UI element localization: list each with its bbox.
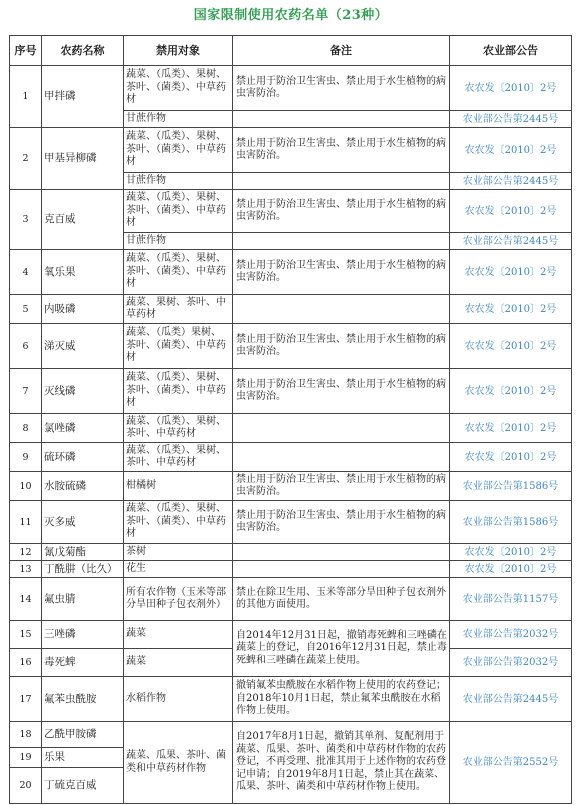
banned-target: 水稻作物 bbox=[124, 677, 233, 722]
table-row bbox=[10, 621, 572, 649]
row-number: 6 bbox=[10, 324, 42, 369]
remark: 撤销氟苯虫酰胺在水稻作物上使用的农药登记；自2018年10月1日起，禁止氟苯虫酰胺在水稻作物上使用。 bbox=[233, 677, 450, 722]
pesticide-name: 水胺硫磷 bbox=[42, 472, 124, 501]
remark: 禁止用于防治卫生害虫、禁止用于水生植物的病虫害防治。 bbox=[233, 369, 450, 414]
row-number: 14 bbox=[10, 578, 42, 621]
announcement-link[interactable]: 农业部公告第2552号 bbox=[450, 722, 572, 804]
pesticide-name: 氧乐果 bbox=[42, 250, 124, 295]
remark: 禁止在除卫生用、玉米等部分旱田种子包衣剂外的其他方面使用。 bbox=[233, 578, 450, 621]
table-row bbox=[10, 295, 572, 324]
table-row bbox=[10, 578, 572, 621]
row-number: 18 bbox=[10, 722, 42, 748]
pesticide-name: 克百威 bbox=[42, 190, 124, 250]
remark: 自2017年8月1日起，撤销其单剂、复配剂用于蔬菜、瓜果、茶叶、菌类和中草药材作物的农药登记，不再受理、批准其用于上述作物的农药登记申请；自2019年8月1日起，禁止其在蔬菜、瓜果、茶叶、菌类和中草药材作物上使用。 bbox=[233, 722, 450, 804]
banned-target: 蔬菜、（瓜类）、果树、茶叶、（菌类）、中草药材 bbox=[124, 501, 233, 544]
table-row bbox=[10, 544, 572, 561]
announcement-link[interactable]: 农农发〔2010〕2号 bbox=[450, 369, 572, 414]
row-number: 12 bbox=[10, 544, 42, 561]
banned-target: 蔬菜、（瓜类）、果树、茶叶、（菌类）、中草药材 bbox=[124, 66, 233, 111]
remark: 自2014年12月31日起，撤销毒死蜱和三唑磷在蔬菜上的登记，自2016年12月31日起，禁止毒死蜱和三唑磷在蔬菜上使用。 bbox=[233, 621, 450, 677]
announcement-link[interactable]: 农农发〔2010〕2号 bbox=[450, 66, 572, 111]
table-body bbox=[10, 66, 572, 804]
announcement-link[interactable]: 农业部公告第2445号 bbox=[450, 233, 572, 250]
header-name: 农药名称 bbox=[42, 36, 124, 66]
table-row bbox=[10, 369, 572, 414]
header-no: 序号 bbox=[10, 36, 42, 66]
pesticide-name: 乐果 bbox=[42, 748, 124, 768]
announcement-link[interactable]: 农业部公告第1586号 bbox=[450, 501, 572, 544]
table-row bbox=[10, 66, 572, 111]
banned-target: 甘蔗作物 bbox=[124, 233, 233, 250]
row-number: 17 bbox=[10, 677, 42, 722]
table-header-row bbox=[10, 36, 572, 66]
banned-target: 蔬菜 bbox=[124, 649, 233, 677]
announcement-link[interactable]: 农业部公告第2032号 bbox=[450, 649, 572, 677]
banned-target: 蔬菜 bbox=[124, 621, 233, 649]
table-row bbox=[10, 472, 572, 501]
header-target: 禁用对象 bbox=[124, 36, 233, 66]
announcement-link[interactable]: 农农发〔2010〕2号 bbox=[450, 443, 572, 472]
row-number: 9 bbox=[10, 443, 42, 472]
announcement-link[interactable]: 农农发〔2010〕2号 bbox=[450, 414, 572, 443]
pesticide-name: 甲基异柳磷 bbox=[42, 128, 124, 190]
remark bbox=[233, 544, 450, 561]
banned-target: 甘蔗作物 bbox=[124, 173, 233, 190]
banned-target: 蔬菜、果树、茶叶、中草药材 bbox=[124, 295, 233, 324]
remark bbox=[233, 295, 450, 324]
row-number: 7 bbox=[10, 369, 42, 414]
announcement-link[interactable]: 农业部公告第2445号 bbox=[450, 677, 572, 722]
row-number: 10 bbox=[10, 472, 42, 501]
pesticide-name: 乙酰甲胺磷 bbox=[42, 722, 124, 748]
remark: 禁止用于防治卫生害虫、禁止用于水生植物的病虫害防治。 bbox=[233, 190, 450, 233]
header-note: 备注 bbox=[233, 36, 450, 66]
remark: 禁止用于防治卫生害虫、禁止用于水生植物的病虫害防治。 bbox=[233, 250, 450, 295]
banned-target: 柑橘树 bbox=[124, 472, 233, 501]
announcement-link[interactable]: 农农发〔2010〕2号 bbox=[450, 544, 572, 561]
pesticide-name: 丁酰肼（比久） bbox=[42, 561, 124, 578]
table-row bbox=[10, 722, 572, 748]
header-announcement: 农业部公告 bbox=[450, 36, 572, 66]
pesticide-name: 灭线磷 bbox=[42, 369, 124, 414]
announcement-link[interactable]: 农农发〔2010〕2号 bbox=[450, 561, 572, 578]
table-row bbox=[10, 501, 572, 544]
row-number: 11 bbox=[10, 501, 42, 544]
row-number: 4 bbox=[10, 250, 42, 295]
announcement-link[interactable]: 农业部公告第2032号 bbox=[450, 621, 572, 649]
remark bbox=[233, 561, 450, 578]
row-number: 3 bbox=[10, 190, 42, 250]
table-row bbox=[10, 324, 572, 369]
remark bbox=[233, 233, 450, 250]
announcement-link[interactable]: 农农发〔2010〕2号 bbox=[450, 295, 572, 324]
page-title: 国家限制使用农药名单（23种） bbox=[193, 8, 389, 23]
banned-target: 蔬菜、（瓜类）果树、茶叶、（菌类）、中草药材 bbox=[124, 324, 233, 369]
pesticide-name: 氟虫腈 bbox=[42, 578, 124, 621]
banned-target: 所有农作物（玉米等部分旱田种子包衣剂外） bbox=[124, 578, 233, 621]
table-row bbox=[10, 443, 572, 472]
row-number: 15 bbox=[10, 621, 42, 649]
pesticide-name: 毒死蜱 bbox=[42, 649, 124, 677]
row-number: 2 bbox=[10, 128, 42, 190]
row-number: 5 bbox=[10, 295, 42, 324]
remark bbox=[233, 173, 450, 190]
pesticide-name: 丁硫克百威 bbox=[42, 768, 124, 804]
announcement-link[interactable]: 农农发〔2010〕2号 bbox=[450, 190, 572, 233]
remark bbox=[233, 414, 450, 443]
announcement-link[interactable]: 农业部公告第2445号 bbox=[450, 173, 572, 190]
row-number: 1 bbox=[10, 66, 42, 128]
table-row bbox=[10, 414, 572, 443]
announcement-link[interactable]: 农业部公告第2445号 bbox=[450, 111, 572, 128]
pesticide-name: 氟苯虫酰胺 bbox=[42, 677, 124, 722]
row-number: 13 bbox=[10, 561, 42, 578]
announcement-link[interactable]: 农农发〔2010〕2号 bbox=[450, 128, 572, 173]
banned-target: 甘蔗作物 bbox=[124, 111, 233, 128]
pesticide-name: 氯唑磷 bbox=[42, 414, 124, 443]
banned-target: 茶树 bbox=[124, 544, 233, 561]
pesticide-name: 氰戊菊酯 bbox=[42, 544, 124, 561]
remark bbox=[233, 443, 450, 472]
row-number: 20 bbox=[10, 768, 42, 804]
announcement-link[interactable]: 农业部公告第1157号 bbox=[450, 578, 572, 621]
banned-target: 蔬菜、（瓜类）、果树、茶叶、（菌类）、中草药材 bbox=[124, 128, 233, 173]
announcement-link[interactable]: 农业部公告第1586号 bbox=[450, 472, 572, 501]
banned-target: 蔬菜、瓜果、茶叶、菌类和中草药材作物 bbox=[124, 722, 233, 804]
banned-target: 蔬菜、（瓜类）、果树、茶叶、（菌类）、中草药材 bbox=[124, 369, 233, 414]
banned-target: 蔬菜、（瓜类）、果树、茶叶、（菌类）、中草药材 bbox=[124, 190, 233, 233]
banned-target: 蔬菜、（瓜类）、果树、茶叶、（菌类）、中草药材 bbox=[124, 250, 233, 295]
table-row bbox=[10, 128, 572, 173]
pesticide-name: 硫环磷 bbox=[42, 443, 124, 472]
row-number: 16 bbox=[10, 649, 42, 677]
remark: 禁止用于防治卫生害虫、禁止用于水生植物的病虫害防治。 bbox=[233, 501, 450, 544]
announcement-link[interactable]: 农农发〔2010〕2号 bbox=[450, 250, 572, 295]
banned-target: 花生 bbox=[124, 561, 233, 578]
banned-target: 蔬菜、（瓜类）、果树、茶叶、中草药材 bbox=[124, 443, 233, 472]
table-row bbox=[10, 190, 572, 233]
pesticide-name: 涕灭威 bbox=[42, 324, 124, 369]
pesticide-table bbox=[9, 35, 572, 804]
pesticide-name: 甲拌磷 bbox=[42, 66, 124, 128]
pesticide-name: 内吸磷 bbox=[42, 295, 124, 324]
remark: 禁止用于防治卫生害虫、禁止用于水生植物的病虫害防治。 bbox=[233, 66, 450, 111]
row-number: 19 bbox=[10, 748, 42, 768]
banned-target: 蔬菜、（瓜类）、果树、茶叶、中草药材 bbox=[124, 414, 233, 443]
table-row bbox=[10, 677, 572, 722]
remark: 禁止用于防治卫生害虫、禁止用于水生植物的病虫害防治。 bbox=[233, 128, 450, 173]
remark bbox=[233, 111, 450, 128]
table-row bbox=[10, 561, 572, 578]
remark: 禁止用于防治卫生害虫、禁止用于水生植物的病虫害防治。 bbox=[233, 472, 450, 501]
pesticide-name: 三唑磷 bbox=[42, 621, 124, 649]
table-row bbox=[10, 250, 572, 295]
pesticide-name: 灭多威 bbox=[42, 501, 124, 544]
announcement-link[interactable]: 农农发〔2010〕2号 bbox=[450, 324, 572, 369]
row-number: 8 bbox=[10, 414, 42, 443]
remark: 禁止用于防治卫生害虫、禁止用于水生植物的病虫害防治。 bbox=[233, 324, 450, 369]
